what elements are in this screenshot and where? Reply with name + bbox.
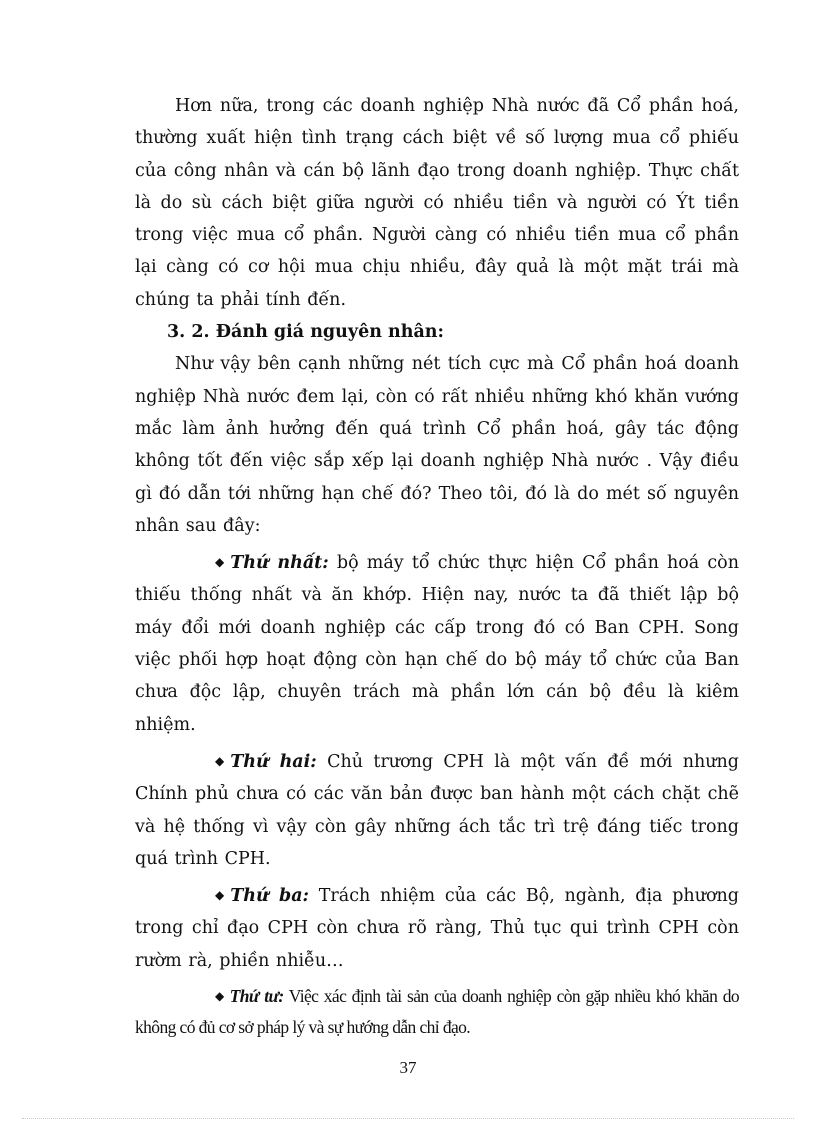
page-number: 37 [399,1058,417,1077]
bullet-term: Thứ tư: [229,986,284,1007]
bullet-item-second [135,745,739,875]
diamond-bullet-icon: ◆ [215,989,224,1004]
bullet-text: bộ máy tổ chức thực hiện Cổ phần hoá còn thiếu thống nhất và ăn khớp. Hiện nay, nước ta đã thiết lập bộ máy đổi mới doanh nghiệp các cấp trong đó có Ban CPH. Song việc phối hợp hoạt động còn hạn chế do bộ máy tổ chức của Ban chưa độc lập, chuyên trách mà phần lớn cán bộ đều là kiêm nhiệm. [135,553,739,735]
bullet-text: Trách nhiệm của các Bộ, ngành, địa phương trong chỉ đạo CPH còn chưa rõ ràng, Thủ tục qui trình CPH còn rườm rà, phiền nhiễu… [135,886,739,971]
diamond-bullet-icon: ◆ [215,753,225,768]
bullet-term: Thứ hai: [230,751,317,772]
body-text [135,90,739,1043]
bullet-item-fourth [135,981,739,1043]
diamond-bullet-icon: ◆ [215,555,225,570]
section-heading: 3. 2. Đánh giá nguyên nhân: [167,322,444,343]
paragraph-causes-intro: Như vậy bên cạnh những nét tích cực mà Cổ phần hoá doanh nghiệp Nhà nước đem lại, còn có rất nhiều những khó khăn vướng mắc làm ảnh hưởng đến quá trình Cổ phần hoá, gây tác động không tốt đến việc sắp xếp lại doanh nghiệp Nhà nước . Vậy điều gì đó dẫn tới những hạn chế đó? Theo tôi, đó là do mét số nguyên nhân sau đây: [135,354,739,536]
page-bottom-divider [22,1118,794,1119]
paragraph-share-disparity: Hơn nữa, trong các doanh nghiệp Nhà nước đã Cổ phần hoá, thường xuất hiện tình trạng cách biệt về số lượng mua cổ phiếu của công nhân và cán bộ lãnh đạo trong doanh nghiệp. Thực chất là do sù cách biệt giữa người có nhiều tiền và người có Ýt tiền trong việc mua cổ phần. Người càng có nhiều tiền mua cổ phần lại càng có cơ hội mua chịu nhiều, đây quả là một mặt trái mà chúng ta phải tính đến. [135,96,739,310]
bullet-term: Thứ nhất: [230,553,329,574]
diamond-bullet-icon: ◆ [215,888,225,903]
bullet-term: Thứ ba: [230,886,309,907]
bullet-text: Chủ trương CPH là một vấn đề mới nhưng Chính phủ chưa có các văn bản được ban hành một cách chặt chẽ và hệ thống vì vậy còn gây những ách tắc trì trệ đáng tiếc trong quá trình CPH. [135,751,740,869]
bullet-item-first [135,546,739,741]
bullet-text: Việc xác định tài sản của doanh nghiệp còn gặp nhiều khó khăn do không có đủ cơ sở pháp lý và sự hướng dẫn chỉ đạo. [135,986,739,1038]
bullet-item-third [135,879,739,977]
